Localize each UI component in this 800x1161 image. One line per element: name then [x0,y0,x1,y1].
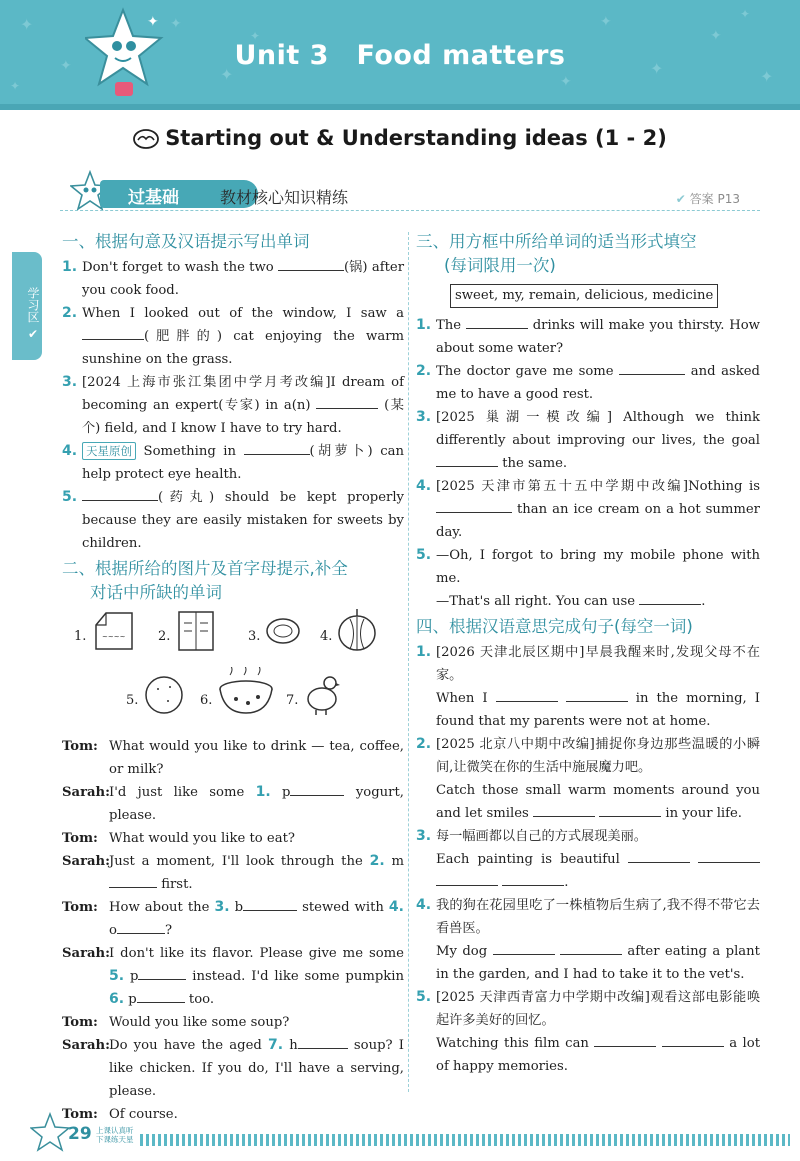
dialog-text: yogurt, please. [109,785,404,823]
answer-blank[interactable] [117,919,165,934]
item-text: Nothing is [688,479,760,494]
banner-stripe [0,104,800,110]
part3-item-2 [416,360,760,406]
answer-blank[interactable] [316,394,378,409]
item-hint: (药丸) [158,490,215,505]
answer-blank[interactable] [243,896,297,911]
right-column [416,228,760,1078]
answer-blank[interactable] [533,802,595,817]
blank-number: 2. [369,853,385,869]
dialog-text: Do you have the aged [109,1038,262,1053]
item-text: drinks will make you thirsty. How about some water? [436,318,760,356]
picture-label: 4. [320,629,333,644]
dialog-text: instead. I'd like some pumpkin [192,969,404,984]
unit-title: Unit 3 Food matters [234,40,566,71]
item-text: in your life. [665,806,743,821]
picture-label: 5. [126,693,139,708]
svg-text:✦: ✦ [20,15,34,34]
item-text: . [701,594,706,609]
item-text: Watching this film can [436,1036,589,1051]
answer-reference [676,190,740,207]
meat-icon [264,615,302,647]
answer-blank[interactable] [298,1034,348,1049]
answer-blank[interactable] [82,325,144,340]
answer-blank[interactable] [594,1032,656,1047]
answer-blank[interactable] [436,452,498,467]
dialog-text: ? [164,923,173,938]
speaker: Sarah: [62,1038,111,1053]
part1-item-1 [62,256,404,302]
bread-icon [92,609,136,653]
part2-title-line2: 对话中所缺的单词 [90,583,222,602]
speaker: Tom: [62,900,98,915]
dialog-line [62,1103,404,1126]
svg-text:✦: ✦ [170,16,182,32]
part1-item-3 [62,371,404,440]
answer-blank[interactable] [662,1032,724,1047]
source-tag: [2024 上海市张江集团中学月考改编] [82,375,331,390]
picture-label: 6. [200,693,213,708]
notebook-icon [176,609,216,653]
part3-title [416,230,760,278]
source-tag: [2025 巢湖一模改编] [436,410,612,425]
item-number: 4. [416,897,432,913]
answer-blank[interactable] [82,486,158,501]
picture-label: 7. [286,693,299,708]
answer-blank[interactable] [436,871,498,886]
blank-number: 5. [109,968,125,984]
dialog [62,735,404,1126]
original-badge: 天星原创 [82,442,136,460]
item-text: Don't forget to wash the two [82,260,274,275]
item-number: 2. [416,363,432,379]
initial-letter: p [282,785,291,800]
dialog-text: I'd just like some [109,785,245,800]
item-number: 2. [416,736,432,752]
dialog-line [62,735,404,781]
svg-text:✦: ✦ [10,79,21,93]
answer-blank[interactable] [290,781,344,796]
band-dashed-line [60,210,760,211]
item-chinese: 观看这部电影能唤起许多美好的回忆。 [436,990,761,1028]
item-number: 3. [416,828,432,844]
answer-blank[interactable] [560,940,622,955]
answer-blank[interactable] [466,314,528,329]
answer-text: 答案 P13 [689,192,740,206]
answer-blank[interactable] [496,687,558,702]
svg-text:~~~~: ~~~~ [102,633,126,641]
item-text: Catch those small warm moments around you and let smiles [436,783,760,821]
dialog-text: Of course. [109,1107,178,1122]
svg-text:✦: ✦ [740,7,751,21]
answer-blank[interactable] [493,940,555,955]
hen-icon [302,671,342,717]
dialog-line [62,942,404,1011]
dialog-text: soup? I like chicken. If you do, I'll have a serving, please. [109,1038,404,1099]
part2-title [62,557,404,605]
speaker: Sarah: [62,946,111,961]
svg-text:✦: ✦ [220,65,234,84]
item-chinese: 早晨我醒来时,发现父母不在家。 [436,645,760,683]
dialog-text: Just a moment, I'll look through the [109,854,363,869]
item-chinese: 我的狗在花园里吃了一株植物后生病了,我不得不带它去看兽医。 [436,898,760,936]
answer-blank[interactable] [278,256,344,271]
dialog-text: I don't like its flavor. Please give me some [109,946,404,961]
item-hint: (锅) [343,260,368,275]
part3-item-3 [416,406,760,475]
initial-letter: h [289,1038,298,1053]
item-text: and asked me to have a good rest. [436,364,760,402]
item-text: after you cook food. [82,260,404,298]
page-footer [0,1126,800,1161]
svg-text:✦: ✦ [60,58,72,74]
basic-subtitle: 教材核心知识精练 [220,188,349,207]
part3-item-4 [416,475,760,544]
item-text: in the morning, I found that my parents were not at home. [436,691,760,729]
svg-text:✦: ✦ [650,59,664,78]
part4-item-3 [416,825,760,894]
blank-number: 1. [255,784,271,800]
initial-letter: o [109,923,117,938]
left-column [62,228,404,1126]
item-text: The doctor gave me some [436,364,614,379]
item-number: 3. [416,409,432,425]
dialog-text: Would you like some soup? [109,1015,290,1030]
item-text: the same. [502,456,568,471]
answer-blank[interactable] [599,802,661,817]
speaker: Tom: [62,1107,98,1122]
item-text: When I looked out of the window, I saw a [82,306,404,321]
item-text: than an ice cream on a hot summer day. [436,502,760,540]
blank-number: 6. [109,991,125,1007]
side-tab [12,252,42,360]
check-icon: ✔ [675,192,690,206]
part1-item-4 [62,440,404,486]
item-text: Each painting is beautiful [436,852,620,867]
item-text: When I [436,691,488,706]
star-mascot-icon [30,1112,70,1152]
part1-item-2 [62,302,404,371]
part1-item-5 [62,486,404,555]
item-text: The [436,318,462,333]
source-tag: [2025 北京八中期中改编] [436,737,595,752]
item-text: I dream of becoming an expert(专家) in a(n) [82,375,404,413]
item-text: should be kept properly because they are easily mistaken for sweets by children. [82,490,404,551]
blank-number: 7. [267,1037,284,1053]
svg-text:✦: ✦ [147,14,159,30]
item-number: 5. [62,489,78,505]
answer-blank[interactable] [566,687,628,702]
answer-blank[interactable] [137,988,185,1003]
footer-slogan [96,1126,134,1144]
onion-icon [336,607,378,653]
picture-label: 2. [158,629,171,644]
item-chinese: 每一幅画都以自己的方式展现美丽。 [436,829,647,844]
svg-text:✦: ✦ [600,14,612,30]
blank-number: 3. [214,899,230,915]
svg-text:✦: ✦ [710,28,722,44]
dialog-text: stewed with [302,900,384,915]
item-text: cat enjoying the warm sunshine on the grass. [82,329,404,367]
svg-text:✦: ✦ [250,29,261,43]
item-text: field, and I know I have to try hard. [104,421,342,436]
section-title [0,126,800,150]
part3-item-1 [416,314,760,360]
svg-text:✦: ✦ [760,67,774,86]
part4-title: 四、根据汉语意思完成句子(每空一词) [416,617,693,636]
part3-title-line1: 三、用方框中所给单词的适当形式填空 [416,232,697,251]
pancake-icon [144,673,184,717]
item-text: —That's all right. You can use [436,594,636,609]
dialog-text: first. [161,877,193,892]
dialog-text: too. [188,992,215,1007]
basic-band [60,176,780,210]
dialog-text: How about the [109,900,210,915]
blank-number: 4. [388,899,404,915]
answer-blank[interactable] [698,848,760,863]
item-number: 1. [416,317,432,333]
speaker: Sarah: [62,854,111,869]
dialog-line [62,827,404,850]
item-number: 3. [62,374,78,390]
part3-title-line2: (每词限用一次) [444,256,556,275]
item-chinese: 捕捉你身边那些温暖的小瞬间,让微笑在你的生活中施展魔力吧。 [436,737,761,775]
slogan-line1: 上课认真听 [96,1126,134,1135]
part4-item-2 [416,733,760,825]
column-divider [408,232,409,1092]
speaker: Tom: [62,739,98,754]
slogan-line2: 下课练天星 [96,1135,134,1144]
source-tag: [2025 天津西青富力中学期中改编] [436,990,650,1005]
item-number: 4. [416,478,432,494]
initial-letter: b [234,900,244,915]
answer-blank[interactable] [244,440,310,455]
part4-item-4 [416,894,760,986]
initial-letter: p [129,969,139,984]
part4-item-5 [416,986,760,1078]
word-box: sweet, my, remain, delicious, medicine [450,284,718,308]
picture-label: 3. [248,629,261,644]
check-icon: ✔ [26,326,40,341]
page-number: 29 [68,1124,92,1144]
item-text: can help protect eye health. [82,444,404,482]
answer-blank[interactable] [628,848,690,863]
dialog-line [62,896,404,942]
answer-blank[interactable] [619,360,685,375]
initial-letter: m [391,854,404,869]
picture-row [62,609,404,729]
item-text: Something in [143,444,236,459]
item-text: My dog [436,944,488,959]
section-title-text: Starting out & Understanding ideas (1 - 2) [165,126,667,150]
soup-icon [216,667,276,719]
answer-blank[interactable] [639,590,701,605]
dialog-line [62,1011,404,1034]
part4-item-1 [416,641,760,733]
initial-letter: p [128,992,137,1007]
item-number: 1. [416,644,432,660]
part2-title-line1: 二、根据所给的图片及首字母提示,补全 [62,559,348,578]
dialog-text: What would you like to drink — tea, coffee, or milk? [109,739,404,777]
part3-item-5 [416,544,760,613]
item-text: a lot of happy memories. [436,1036,760,1074]
basic-tag: 过基础 [100,180,258,208]
book-logo-icon [133,128,159,150]
footer-bar [140,1134,790,1146]
part1-title: 一、根据句意及汉语提示写出单词 [62,232,310,251]
dialog-line [62,781,404,827]
answer-blank[interactable] [436,498,512,513]
dialog-line [62,850,404,896]
item-text: after eating a plant in the garden, and I had to take it to the vet's. [436,944,760,982]
speaker: Tom: [62,831,98,846]
item-number: 4. [62,443,78,459]
item-number: 1. [62,259,78,275]
side-tab-label: 学习区 [26,287,40,324]
dialog-text: What would you like to eat? [109,831,295,846]
picture-label: 1. [74,629,87,644]
speaker: Sarah: [62,785,111,800]
item-hint: (胡萝卜) [309,444,373,459]
answer-blank[interactable] [138,965,186,980]
item-number: 5. [416,989,432,1005]
item-hint: (某个) [82,398,404,436]
speaker: Tom: [62,1015,98,1030]
item-text: . [564,875,569,890]
item-hint: (肥胖的) [144,329,223,344]
item-text: Although we think differently about improving our lives, the goal [436,410,760,448]
dialog-line [62,1034,404,1103]
answer-blank[interactable] [502,871,564,886]
answer-blank[interactable] [109,873,157,888]
source-tag: [2025 天津市第五十五中学期中改编] [436,479,689,494]
svg-text:✦: ✦ [560,74,572,90]
item-number: 5. [416,547,432,563]
item-text: —Oh, I forgot to bring my mobile phone with me. [436,548,760,586]
source-tag: [2026 天津北辰区期中] [436,645,585,660]
item-number: 2. [62,305,78,321]
unit-banner [0,0,800,110]
